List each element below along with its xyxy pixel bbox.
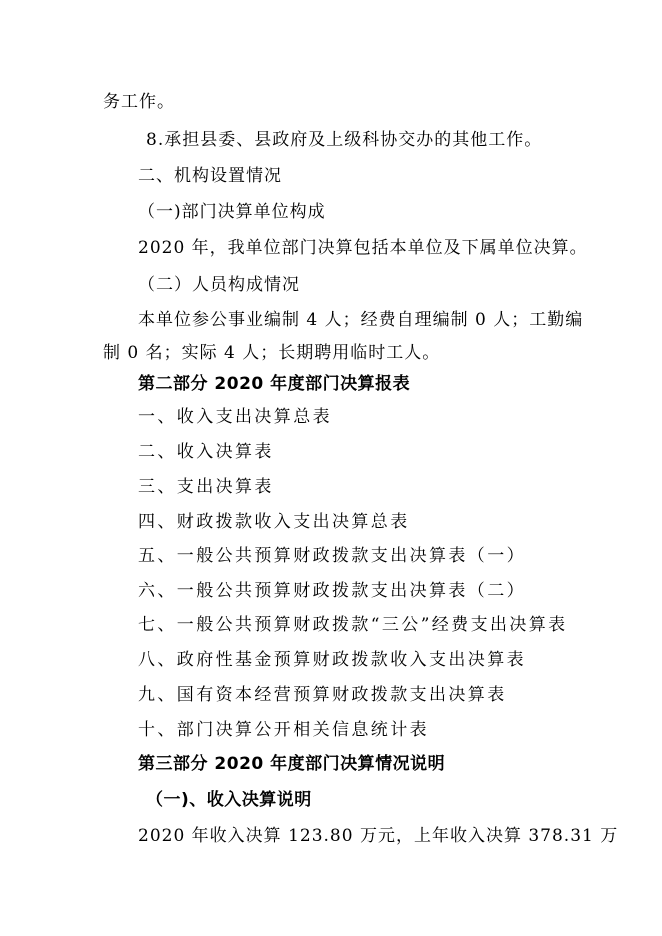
report-list-item: 六、一般公共预算财政拨款支出决算表（二） — [138, 581, 526, 601]
report-list-item: 九、国有资本经营预算财政拨款支出决算表 — [138, 685, 507, 705]
part3-heading: 第三部分 2020 年度部门决算情况说明 — [138, 754, 446, 774]
report-list-item: 一、收入支出决算总表 — [138, 407, 332, 427]
paragraph-staff-line1: 本单位参公事业编制 4 人；经费自理编制 0 人；工勤编 — [138, 310, 584, 330]
income-paragraph: 2020 年收入决算 123.80 万元，上年收入决算 378.31 万 — [138, 826, 619, 846]
subheading-units: （一)部门决算单位构成 — [138, 202, 326, 222]
report-list-item: 二、收入决算表 — [138, 442, 274, 462]
subheading-staff: （二）人员构成情况 — [138, 275, 300, 295]
report-list-item: 五、一般公共预算财政拨款支出决算表（一） — [138, 546, 526, 566]
section-heading-institution: 二、机构设置情况 — [138, 166, 282, 186]
paragraph-continuation: 务工作。 — [103, 92, 175, 112]
part2-heading: 第二部分 2020 年度部门决算报表 — [138, 374, 411, 394]
paragraph-staff-line2: 制 0 名；实际 4 人；长期聘用临时工人。 — [103, 343, 441, 363]
paragraph-units: 2020 年，我单位部门决算包括本单位及下属单位决算。 — [138, 238, 588, 258]
report-list-item: 三、支出决算表 — [138, 477, 274, 497]
report-list-item: 七、一般公共预算财政拨款“三公”经费支出决算表 — [138, 615, 568, 635]
report-list-item: 八、政府性基金预算财政拨款收入支出决算表 — [138, 650, 526, 670]
report-list-item: 十、部门决算公开相关信息统计表 — [138, 720, 429, 740]
paragraph-item-8: 8.承担县委、县政府及上级科协交办的其他工作。 — [146, 130, 543, 150]
report-list-item: 四、财政拨款收入支出决算总表 — [138, 512, 410, 532]
part3-subheading: （一)、收入决算说明 — [146, 790, 312, 810]
